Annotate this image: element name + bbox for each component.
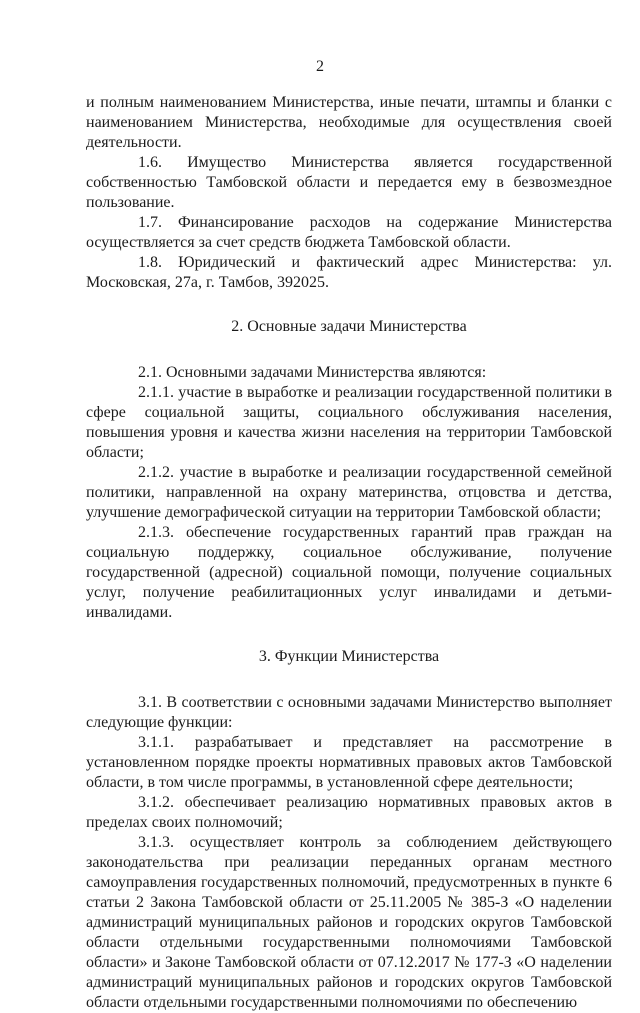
paragraph-3-1-1: 3.1.1. разрабатывает и представляет на рассмотрение в установленном порядке проекты нормативных правовых актов Тамбовской области, в том числе программы, в установленной сфере деятельности; — [86, 734, 612, 791]
paragraph: и полным наименованием Министерства, иные печати, штампы и бланки с наименованием Министерства, необходимые для осуществления своей деятельности. — [86, 94, 612, 151]
paragraph-1-6: 1.6. Имущество Министерства является государственной собственностью Тамбовской области и передается ему в безвозмездное пользование. — [86, 154, 612, 211]
section-heading-3: 3. Функции Министерства — [258, 648, 440, 665]
paragraph-1-7: 1.7. Финансирование расходов на содержание Министерства осуществляется за счет средств бюджета Тамбовской области. — [86, 214, 612, 251]
paragraph-1-8: 1.8. Юридический и фактический адрес Министерства: ул. Московская, 27а, г. Тамбов, 392025. — [86, 254, 612, 291]
page-number: 2 — [316, 58, 324, 75]
paragraph-3-1: 3.1. В соответствии с основными задачами Министерство выполняет следующие функции: — [86, 694, 612, 731]
paragraph-2-1-2: 2.1.2. участие в выработке и реализации государственной семейной политики, направленной на охрану материнства, отцовства и детства, улучшение демографической ситуации на территории Тамбовской области; — [86, 464, 612, 521]
section-heading-2: 2. Основные задачи Министерства — [231, 318, 467, 335]
paragraph-2-1: 2.1. Основными задачами Министерства являются: — [138, 364, 487, 381]
paragraph-2-1-3: 2.1.3. обеспечение государственных гарантий прав граждан на социальную поддержку, социальное обслуживание, получение государственной (адресной) социальной помощи, получение социальных услуг, получение реабилитационных услуг инвалидами и детьми-инвалидами. — [86, 524, 612, 621]
paragraph-2-1-1: 2.1.1. участие в выработке и реализации государственной политики в сфере социальной защиты, социального обслуживания населения, повышения уровня и качества жизни населения на территории Тамбовской области; — [86, 384, 612, 461]
paragraph-3-1-3: 3.1.3. осуществляет контроль за соблюдением действующего законодательства при реализации переданных органам местного самоуправления государственных полномочий, предусмотренных в пункте 6 статьи 2 Закона Тамбовской области от 25.11.2005 № 385-З «О наделении администраций муниципальных районов и городских округов Тамбовской области отдельными государственными полномочиями Тамбовской области» и Законе Тамбовской области от 07.12.2017 № 177-З «О наделении администраций муниципальных районов и городских округов Тамбовской области отдельными государственными полномочиями по обеспечению — [86, 834, 612, 1011]
document-body — [86, 93, 612, 1013]
paragraph-3-1-2: 3.1.2. обеспечивает реализацию нормативных правовых актов в пределах своих полномочий; — [86, 794, 612, 831]
